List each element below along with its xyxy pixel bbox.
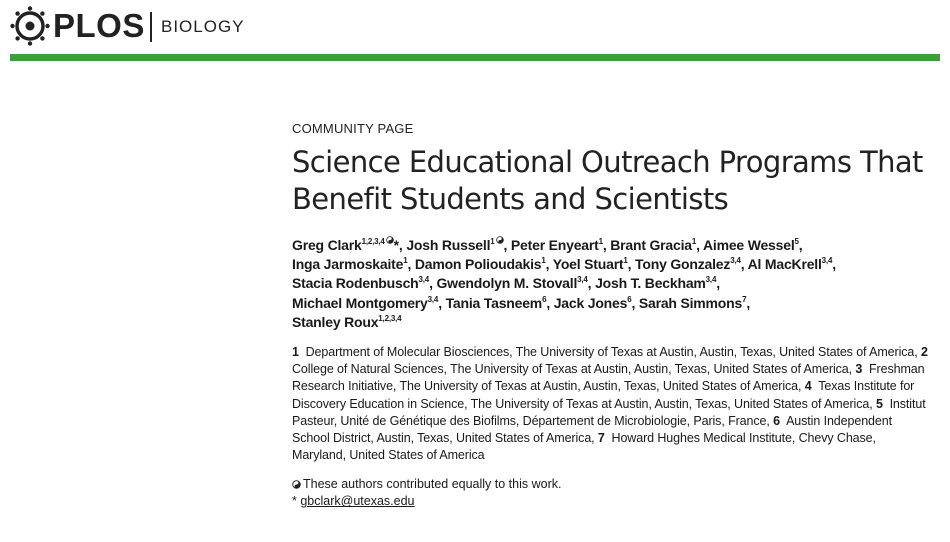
author-affiliation-marker: 1 xyxy=(490,237,495,246)
author: Al MacKrell$^{3,4}$, xyxy=(747,256,836,273)
author: Yoel Stuart$^1$, xyxy=(552,256,636,273)
author-name: Stacia Rodenbusch xyxy=(292,275,419,292)
author-affiliation-marker: 7 xyxy=(742,294,747,304)
affiliation-text: Texas Institute for Discovery Education in Science, The University of Texas at Austin, Austin, Texas, United States of America, xyxy=(292,379,915,411)
author: Michael Montgomery$^{3,4}$, xyxy=(292,294,446,311)
author xyxy=(292,314,401,330)
author-name: Aimee Wessel xyxy=(703,237,795,253)
author: Gwendolyn M. Stovall$^{3,4}$, xyxy=(436,275,596,292)
author: Brant Gracia$^1$, xyxy=(610,237,703,253)
article-category: COMMUNITY PAGE xyxy=(292,121,414,136)
author-name: Brant Gracia xyxy=(610,237,692,253)
author-name: Tania Tasneem xyxy=(445,294,543,311)
author: Damon Polioudakis$^1$, xyxy=(414,256,553,273)
author-name: Al MacKrell xyxy=(747,256,822,273)
author-list xyxy=(292,236,932,332)
author-name: Michael Montgomery xyxy=(292,294,428,311)
author-name: Greg Clark xyxy=(292,237,362,253)
author-affiliation-marker: 1,2,3,4 xyxy=(361,237,385,246)
logo-divider xyxy=(150,12,152,42)
author-name: Inga Jarmoskaite xyxy=(292,256,404,273)
author-name: Tony Gonzalez xyxy=(635,256,731,273)
author-affiliation-marker: 3,4 xyxy=(821,256,833,266)
affiliation-text: Freshman Research Initiative, The University of Texas at Austin, Austin, Texas, United States of America, xyxy=(292,362,925,394)
equal-contribution-note xyxy=(292,476,932,493)
author: Josh T. Beckham$^{3,4}$, xyxy=(595,275,720,292)
author-affiliation-marker: 6 xyxy=(627,294,632,304)
affiliation-text: College of Natural Sciences, The University of Texas at Austin, Austin, Texas, United States of America, xyxy=(292,362,853,377)
author: Tony Gonzalez$^{3,4}$, xyxy=(635,256,748,273)
author: Inga Jarmoskaite$^1$, xyxy=(292,256,415,273)
author: Tania Tasneem$^6$, xyxy=(445,294,554,311)
author: Aimee Wessel$^5$, xyxy=(703,237,803,253)
equal-contribution-text: These authors contributed equally to this work. xyxy=(303,477,562,492)
email-link[interactable]: gbclark@utexas.edu xyxy=(300,494,415,509)
author-name: Stanley Roux xyxy=(292,313,379,330)
affiliation-text: Department of Molecular Biosciences, The University of Texas at Austin, Austin, Texas, United States of America, xyxy=(305,345,918,360)
author-name: Jack Jones xyxy=(553,294,628,311)
affiliation-list xyxy=(292,344,932,464)
article-front-matter xyxy=(292,120,932,510)
affiliation-number: 3 xyxy=(855,362,863,377)
corresponding-note xyxy=(292,493,932,510)
author: Josh Russell$^1$ , xyxy=(406,237,511,253)
author-notes xyxy=(292,476,932,510)
affiliation-number: 2 xyxy=(921,345,928,360)
affiliation-text: Howard Hughes Medical Institute, Chevy Chase, Maryland, United States of America xyxy=(292,431,876,463)
affiliation-number: 4 xyxy=(804,379,812,394)
author-name: Josh T. Beckham xyxy=(595,275,706,292)
author-name: Gwendolyn M. Stovall xyxy=(436,275,578,292)
author: Peter Enyeart$^1$, xyxy=(510,237,611,253)
journal-header xyxy=(0,0,950,60)
author: Sarah Simmons$^7$, xyxy=(638,294,751,311)
equal-contribution-icon xyxy=(386,236,394,244)
author-affiliation-marker: 1 xyxy=(541,256,546,266)
author-affiliation-marker: 3,4 xyxy=(427,294,439,304)
affiliation-number: 6 xyxy=(773,413,780,428)
affiliation-number: 1 xyxy=(292,345,299,360)
author: Stacia Rodenbusch$^{3,4}$, xyxy=(292,275,437,292)
author-affiliation-marker: 3,4 xyxy=(705,275,717,285)
author-name: Peter Enyeart xyxy=(510,237,599,253)
corresponding-marker: * xyxy=(292,494,297,509)
affiliation-text: Institut Pasteur, Unité de Génétique des Biofilms, Département de Microbiologie, Paris, France, xyxy=(292,396,926,428)
corresponding-author-marker: * xyxy=(393,237,399,253)
author-affiliation-marker: 3,4 xyxy=(730,256,741,266)
affiliation-text: Austin Independent School District, Austin, Texas, United States of America, xyxy=(292,413,892,446)
author-name: Yoel Stuart xyxy=(552,256,624,273)
plos-wordmark: PLOS xyxy=(53,7,145,44)
author-name: Josh Russell xyxy=(406,237,491,253)
author-affiliation-marker: 1,2,3,4 xyxy=(378,313,402,323)
author-affiliation-marker: 3,4 xyxy=(577,275,588,285)
author: Jack Jones$^6$, xyxy=(553,294,639,311)
author-affiliation-marker: 3,4 xyxy=(418,275,430,285)
author-affiliation-marker: 6 xyxy=(542,294,547,304)
author: Greg Clark$^{1,2,3,4}$ *, xyxy=(292,237,407,253)
affiliation-number: 7 xyxy=(597,431,605,446)
author-name: Damon Polioudakis xyxy=(414,256,542,273)
affiliation xyxy=(292,345,921,359)
author-name: Sarah Simmons xyxy=(638,294,743,311)
equal-contribution-icon xyxy=(496,236,504,244)
equal-contribution-icon xyxy=(292,480,301,489)
affiliation-number: 5 xyxy=(875,396,883,411)
journal-name: BIOLOGY xyxy=(161,17,245,36)
author-affiliation-marker: 1 xyxy=(623,256,628,266)
author-affiliation-marker: 1 xyxy=(598,237,603,246)
plos-logo-icon xyxy=(10,6,50,46)
author-affiliation-marker: 5 xyxy=(794,237,799,246)
author-affiliation-marker: 1 xyxy=(403,256,408,266)
author-affiliation-marker: 1 xyxy=(691,237,697,246)
article-title: Science Educational Outreach Programs That Benefit Students and Scientists xyxy=(292,145,923,216)
header-rule xyxy=(10,54,940,61)
